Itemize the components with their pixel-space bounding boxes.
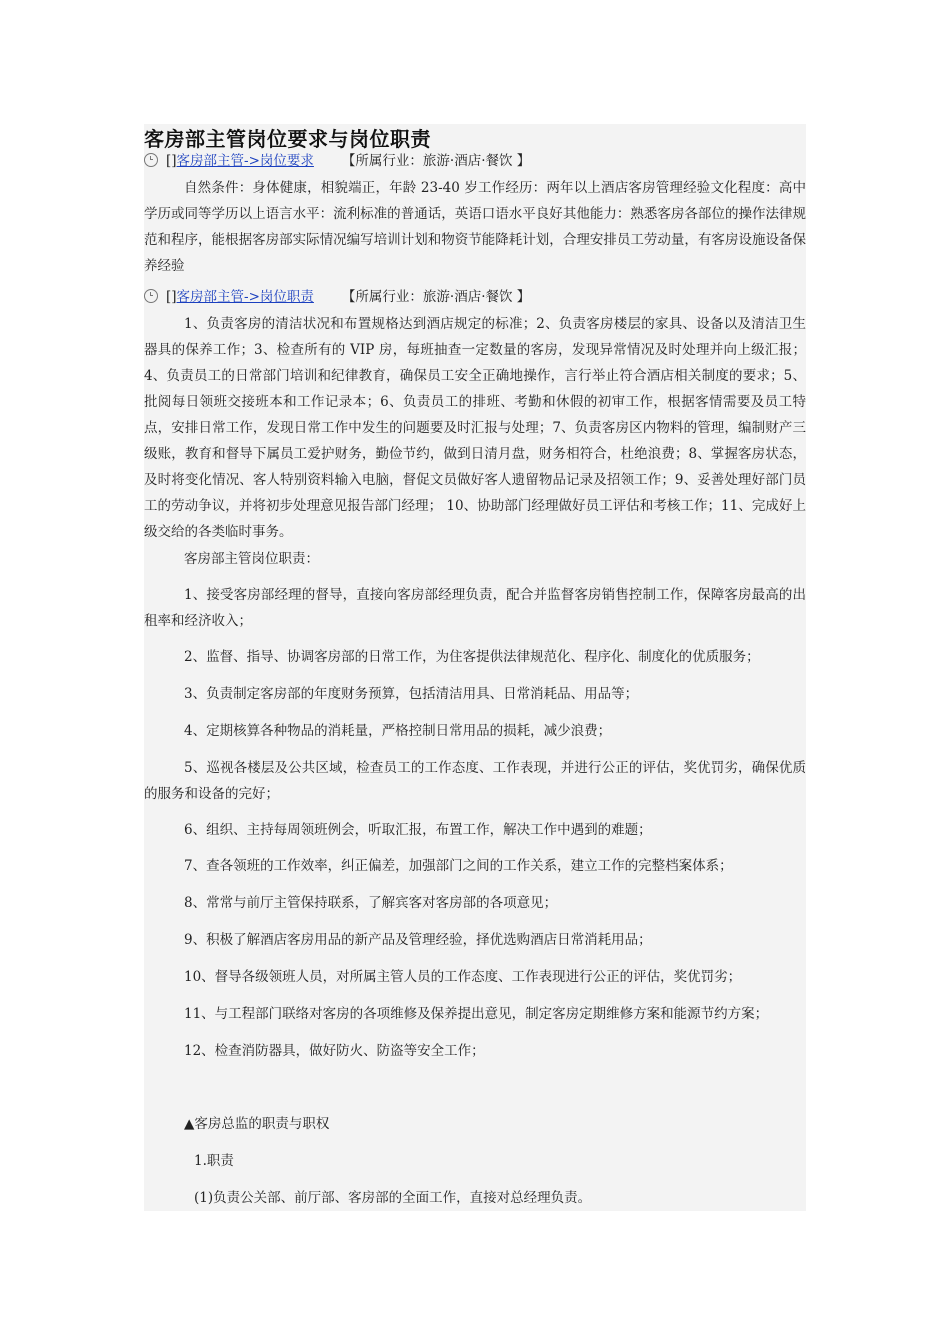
duty-item: 9、积极了解酒店客房用品的新产品及管理经验，择优选购酒店日常消耗用品； — [184, 932, 652, 948]
duty-item: 10、督导各级领班人员，对所属主管人员的工作态度、工作表现进行公正的评估，奖优罚劣； — [184, 969, 742, 985]
industry-tag: 【所属行业：旅游·酒店·餐饮 】 — [341, 153, 531, 169]
duties-body: 1、负责客房的清洁状况和布置规格达到酒店规定的标准；2、负责客房楼层的家具、设备以及清洁卫生器具的保养工作；3、检查所有的 VIP 房，每班抽查一定数量的客房，发现异常情况及时处理并向上级汇报；4、负责员工的日常部门培训和纪律教育，确保员工安全正确地操作，言行举止符合酒店相关制度的要求；5、批阅每日领班交接班本和工作记录本；6、负责员工的排班、考勤和休假的初审工作，根据客情需要及员工特点，安排日常工作，发现日常工作中发生的问题要及时汇报与处理；7、负责客房区内物料的管理，编制财产三级账，教育和督导下属员工爱护财务，勤俭节约，做到日清月盘，财务相符合，杜绝浪费；8、掌握客房状态，及时将变化情况、客人特别资料输入电脑，督促文员做好客人遗留物品记录及招领工作；9、妥善处理好部门员工的劳动争议，并将初步处理意见报告部门经理； 10、协助部门经理做好员工评估和考核工作；11、完成好上级交给的各类临时事务。 — [144, 316, 806, 540]
link-requirements[interactable]: 客房部主管->岗位要求 — [176, 153, 314, 169]
duty-item: 5、巡视各楼层及公共区域，检查员工的工作态度、工作表现，并进行公正的评估，奖优罚劣，确保优质的服务和设备的完好； — [144, 760, 806, 802]
duty-item: 1、接受客房部经理的督导，直接向客房部经理负责，配合并监督客房销售控制工作，保障客房最高的出租率和经济收入； — [144, 587, 806, 629]
duty-item: 2、监督、指导、协调客房部的日常工作，为住客提供法律规范化、程序化、制度化的优质服务； — [184, 649, 760, 665]
duty-item: 6、组织、主持每周领班例会，听取汇报，布置工作，解决工作中遇到的难题； — [184, 822, 652, 838]
section-meta-requirements — [144, 151, 530, 171]
bracket-prefix: [] — [166, 153, 177, 169]
duty-item: 12、检查消防器具，做好防火、防盗等安全工作； — [184, 1043, 485, 1059]
section-meta-duties — [144, 287, 530, 307]
director-item: (1)负责公关部、前厅部、客房部的全面工作，直接对总经理负责。 — [194, 1190, 592, 1206]
duties-heading: 客房部主管岗位职责： — [184, 551, 319, 567]
bracket-prefix: [] — [166, 289, 177, 305]
page-title: 客房部主管岗位要求与岗位职责 — [144, 127, 431, 151]
industry-tag: 【所属行业：旅游·酒店·餐饮 】 — [341, 289, 531, 305]
link-duties[interactable]: 客房部主管->岗位职责 — [176, 289, 314, 305]
duty-item: 11、与工程部门联络对客房的各项维修及保养提出意见，制定客房定期维修方案和能源节约方案； — [184, 1006, 769, 1022]
director-heading: ▲客房总监的职责与职权 — [184, 1116, 330, 1132]
clock-icon — [144, 289, 158, 303]
director-sub-heading: 1.职责 — [194, 1153, 234, 1169]
duty-item: 4、定期核算各种物品的消耗量，严格控制日常用品的损耗，减少浪费； — [184, 723, 612, 739]
clock-icon — [144, 153, 158, 167]
duty-item: 8、常常与前厅主管保持联系，了解宾客对客房部的各项意见； — [184, 895, 558, 911]
duty-item: 3、负责制定客房部的年度财务预算，包括清洁用具、日常消耗品、用品等； — [184, 686, 639, 702]
duty-item: 7、查各领班的工作效率，纠正偏差，加强部门之间的工作关系，建立工作的完整档案体系； — [184, 858, 733, 874]
requirements-body: 自然条件：身体健康，相貌端正，年龄 23-40 岁工作经历：两年以上酒店客房管理经验文化程度：高中学历或同等学历以上语言水平：流利标准的普通话，英语口语水平良好其他能力：熟悉客房各部位的操作法律规范和程序，能根据客房部实际情况编写培训计划和物资节能降耗计划，合理安排员工劳动量，有客房设施设备保养经验 — [144, 180, 806, 274]
